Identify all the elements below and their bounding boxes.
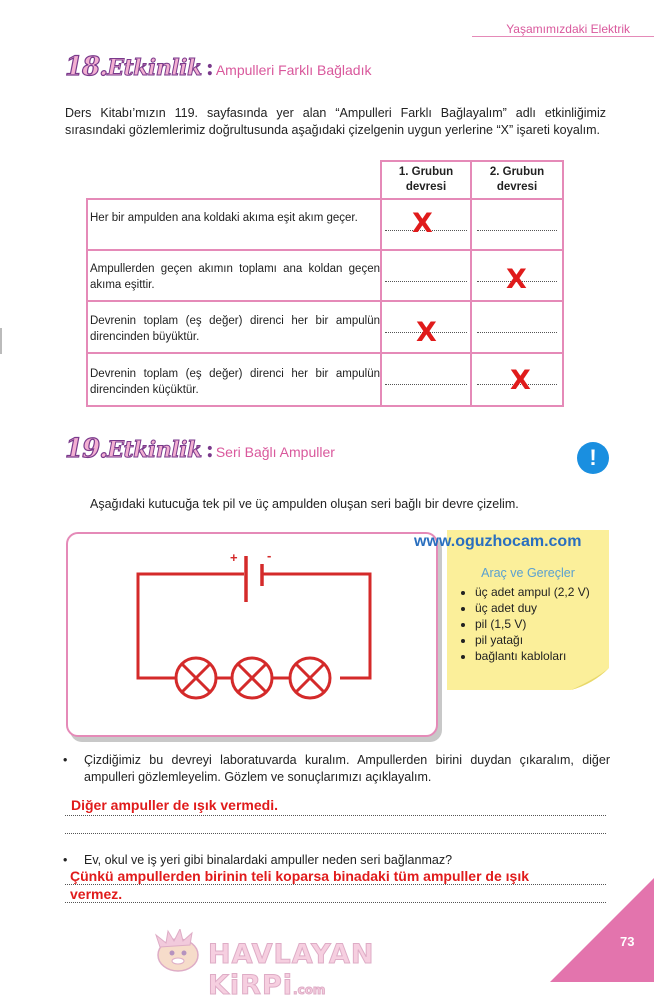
bullet-icon: • (63, 753, 68, 767)
question-1 (65, 752, 610, 786)
list-item: • bağlantı kabloları (475, 648, 590, 664)
note-curl (571, 668, 609, 690)
list-item: • pil (1,5 V) (475, 616, 590, 632)
row-statement-4: Devrenin toplam (eş değer) direnci her bir ampulün direncinden küçüktür. (90, 368, 380, 396)
row-statement-2: Ampullerden geçen akımın toplamı ana koldan geçen akıma eşittir. (90, 263, 380, 291)
answer-line (65, 833, 606, 834)
list-item: • pil yatağı (475, 632, 590, 648)
answer-line (65, 884, 606, 885)
materials-list (459, 584, 590, 664)
havlayan-kirpi-watermark (150, 935, 500, 1001)
activity-number: 19. (65, 434, 108, 464)
page-corner-triangle (550, 878, 654, 982)
answer-line (65, 815, 606, 816)
question-1-text: Çizdiğimiz bu devreyi laboratuvarda kuralım. Ampullerden birini duydan çıkaralım, diğer ampulleri gözlemleyelim. Gözlem ve sonuçlarımızı açıklayalım. (84, 753, 610, 784)
answer-2-line-1: Çünkü ampullerden birinin teli koparsa binadaki tüm ampuller de ışık (70, 868, 529, 884)
observation-table (86, 160, 564, 407)
materials-note (447, 530, 609, 690)
row-statement-3: Devrenin toplam (eş değer) direnci her bir ampulün direncinden büyüktür. (90, 315, 380, 343)
list-item: • üç adet ampul (2,2 V) (475, 584, 590, 600)
exclamation-icon: ! (577, 442, 609, 474)
battery-minus-label: - (267, 548, 272, 563)
x-mark-row-2: X (506, 264, 527, 295)
activity-colon: : (205, 55, 214, 81)
watermark-main: HAVLAYAN KiRPi (208, 939, 375, 1001)
activity-number: 18. (65, 52, 108, 82)
activity-word: Etkinlik (107, 437, 202, 463)
answer-1: Diğer ampuller de ışık vermedi. (71, 797, 278, 813)
activity-word: Etkinlik (107, 55, 202, 81)
col-header-group-1: 1. Grubun devresi (398, 166, 454, 193)
answer-line (385, 281, 467, 282)
x-mark-row-3: X (416, 317, 437, 348)
materials-title: Araç ve Gereçler (481, 566, 575, 580)
row-statement-1: Her bir ampulden ana koldaki akıma eşit akım geçer. (90, 212, 358, 224)
running-header: Yaşamımızdaki Elektrik (506, 22, 630, 36)
hedgehog-mascot-icon (150, 929, 206, 973)
activity-19-heading (65, 434, 335, 464)
answer-line (477, 332, 557, 333)
list-item: • üç adet duy (475, 600, 590, 616)
activity-colon: : (205, 437, 214, 463)
series-circuit-diagram (68, 534, 436, 735)
question-2-text: Ev, okul ve iş yeri gibi binalardaki ampuller neden seri bağlanmaz? (84, 853, 453, 867)
bullet-icon: • (63, 853, 68, 867)
answer-line (65, 902, 606, 903)
column-divider (380, 198, 382, 407)
website-watermark: www.oguzhocam.com (414, 533, 582, 550)
circuit-drawing-box (66, 532, 438, 737)
x-mark-row-1: X (412, 208, 433, 239)
activity-19-instruction: Aşağıdaki kutucuğa tek pil ve üç ampulden oluşan seri bağlı bir devre çizelim. (90, 497, 519, 511)
battery-plus-label: + (230, 550, 238, 565)
column-divider (470, 198, 472, 407)
answer-line (385, 384, 467, 385)
wire-right (263, 574, 370, 678)
watermark-suffix: .com (293, 983, 326, 997)
answer-line (477, 230, 557, 231)
activity-title: Ampulleri Farklı Bağladık (215, 62, 372, 78)
question-2 (65, 852, 610, 869)
activity-18-heading (65, 52, 371, 82)
x-mark-row-4: X (510, 365, 531, 396)
watermark-text (208, 939, 500, 1001)
wire-left (138, 574, 244, 678)
page-number: 73 (620, 934, 635, 949)
margin-mark (0, 328, 2, 354)
col-header-group-2: 2. Grubun devresi (489, 166, 545, 193)
activity-title: Seri Bağlı Ampuller (215, 444, 335, 460)
header-rule (472, 36, 654, 37)
answer-2-line-2: vermez. (70, 886, 123, 902)
activity-18-instructions: Ders Kitabı’mızın 119. sayfasında yer alan “Ampulleri Farklı Bağlayalım” adlı etkinliğimiz sırasındaki gözlemlerimiz doğrultusunda aşağıdaki çizelgenin uygun yerlerine “X” işareti koyalım. (65, 106, 606, 137)
